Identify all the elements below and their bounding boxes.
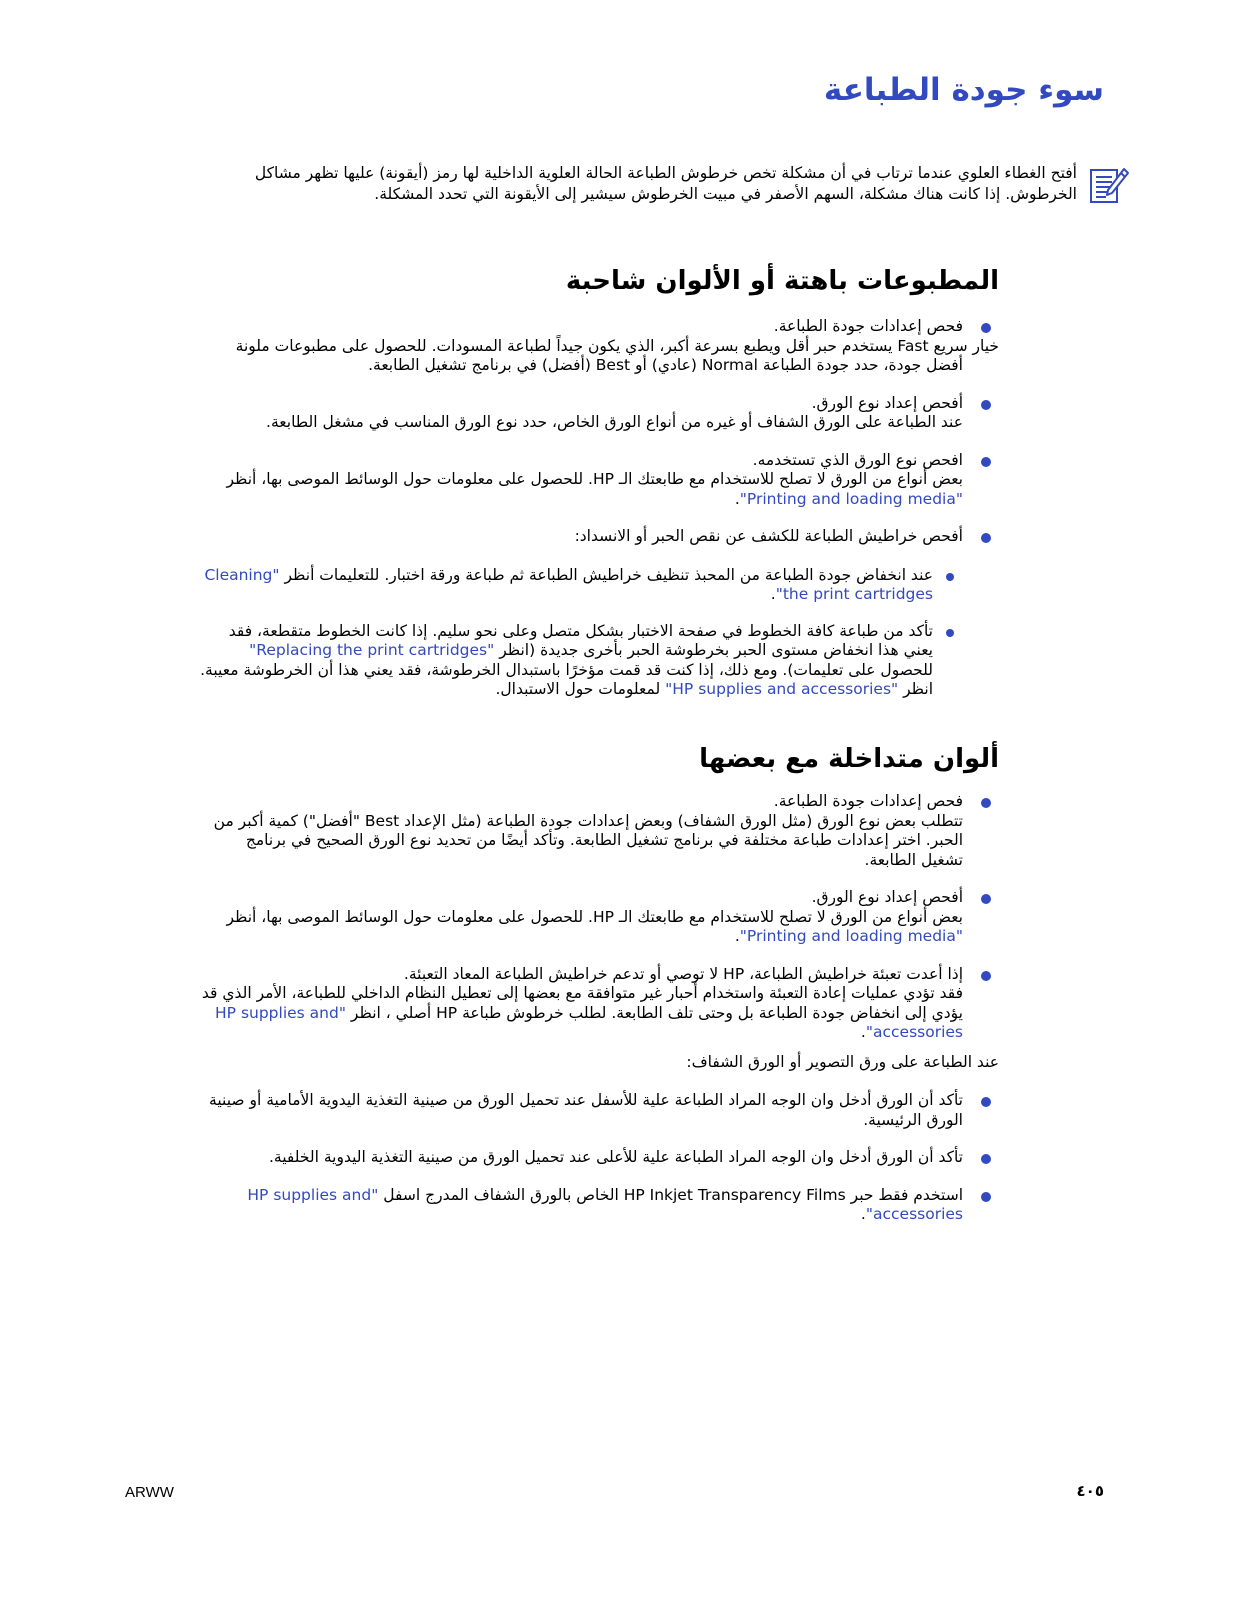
item-text bbox=[199, 470, 963, 509]
link-supplies-accessories[interactable]: "HP supplies and accessories" bbox=[247, 1185, 963, 1223]
bullet-dot-icon bbox=[946, 573, 954, 581]
link-printing-media[interactable]: "Printing and loading media" bbox=[739, 927, 963, 945]
bullet-dot-icon bbox=[981, 400, 991, 410]
bullet-dot-icon bbox=[981, 971, 991, 981]
item-text-end: . bbox=[860, 1023, 866, 1041]
note-text: أفتح الغطاء العلوي عندما ترتاب في أن مشكلة تخص خرطوش الطباعة الحالة العلوية الداخلية لها رمز (أيقونة) عليها تظهر مشاكل الخرطوش. إذا كانت هناك مشكلة، السهم الأصفر في مبيت الخرطوش سيشير إلى الأيقونة التي تحدد المشكلة. bbox=[254, 164, 1077, 203]
list-item bbox=[199, 888, 999, 947]
item-title: أفحص خراطيش الطباعة للكشف عن نقص الحبر أو الانسداد: bbox=[574, 527, 963, 545]
sub-list-item bbox=[199, 622, 963, 700]
sub-item-text-body: تأكد من طباعة كافة الخطوط في صفحة الاختبار بشكل متصل وعلى نحو سليم. إذا كانت الخطوط متقطعة، فقد يعني هذا انخفاض مستوى الحبر بخرطوشة الحبر بأخرى جديدة (انظر bbox=[228, 621, 933, 659]
item-text: تتطلب بعض نوع الورق (مثل الورق الشفاف) وبعض إعدادات جودة الطباعة (مثل الإعداد Best "أفضل") كمية أكبر من الحبر. اختر إعدادات طباعة مختلفة في برنامج تشغيل الطابعة. وتأكد أيضًا من تحديد نوع الورق الصحيح في برنامج تشغيل الطابعة. bbox=[213, 811, 963, 869]
footer-label: ARWW bbox=[125, 1484, 174, 1501]
list-item bbox=[199, 394, 999, 433]
bullet-dot-icon bbox=[981, 533, 991, 543]
list-item bbox=[199, 527, 999, 700]
item-title: فحص إعدادات جودة الطباعة. bbox=[773, 792, 963, 810]
list-item bbox=[199, 792, 999, 870]
item-text-line: خيار سريع Fast يستخدم حبر أقل ويطبع بسرعة أكبر، الذي يكون جيداً لطباعة المسودات. للحصول على مطبوعات ملونة bbox=[235, 336, 999, 355]
sub-list bbox=[199, 566, 963, 700]
item-text bbox=[199, 1186, 963, 1225]
list-item bbox=[199, 1148, 999, 1168]
link-supplies-accessories[interactable]: "HP supplies and accessories" bbox=[215, 1003, 963, 1041]
note-box bbox=[217, 163, 1077, 205]
link-cleaning-cartridges[interactable]: "Cleaning the print cartridges" bbox=[204, 565, 933, 603]
item-text-line: أفضل جودة، حدد جودة الطباعة Normal (عادي) أو Best (أفضل) في برنامج تشغيل الطابعة. bbox=[368, 356, 963, 374]
section-faded-list bbox=[199, 317, 999, 700]
item-text-body: بعض أنواع من الورق لا تصلح للاستخدام مع طابعتك الـ HP. للحصول على معلومات حول الوسائط الموصى بها، أنظر bbox=[226, 907, 963, 926]
bullet-dot-icon bbox=[981, 323, 991, 333]
section-heading-faded: المطبوعات باهتة أو الألوان شاحبة bbox=[565, 266, 999, 296]
page-number: ٤٠٥ bbox=[1076, 1482, 1104, 1500]
sub-item-text bbox=[199, 566, 933, 605]
item-text-body: استخدم فقط حبر HP Inkjet Transparency Films الخاص بالورق الشفاف المدرج اسفل bbox=[383, 1185, 963, 1204]
list-item bbox=[199, 451, 999, 510]
sub-item-text-end: لمعلومات حول الاستبدال. bbox=[495, 680, 661, 698]
link-replacing-cartridges[interactable]: "Replacing the print cartridges" bbox=[249, 641, 495, 659]
bullet-dot-icon bbox=[981, 1154, 991, 1164]
bullet-dot-icon bbox=[981, 894, 991, 904]
item-text: تأكد أن الورق أدخل وان الوجه المراد الطباعة علية للأسفل عند تحميل الورق من صينية التغذية اليدوية الأمامية أو صينية الورق الرئيسية. bbox=[209, 1091, 963, 1129]
transparency-list bbox=[199, 1091, 999, 1225]
bullet-dot-icon bbox=[981, 457, 991, 467]
item-text: تأكد أن الورق أدخل وان الوجه المراد الطباعة علية للأعلى عند تحميل الورق من صينية التغذية اليدوية الخلفية. bbox=[269, 1148, 963, 1166]
sub-item-text-end: . bbox=[770, 585, 776, 603]
item-title: أفحص إعداد نوع الورق. bbox=[811, 393, 963, 412]
item-text bbox=[199, 984, 963, 1043]
item-text bbox=[199, 908, 963, 947]
list-item bbox=[199, 965, 999, 1043]
list-item bbox=[199, 1091, 999, 1130]
item-title: فحص إعدادات جودة الطباعة. bbox=[773, 317, 963, 335]
bullet-dot-icon bbox=[981, 798, 991, 808]
item-text-body: فقد تؤدي عمليات إعادة التعبئة واستخدام أحبار غير متوافقة مع بعضها إلى تعطيل النظام الداخلي للطباعة، الأمر الذي قد يؤدي إلى انخفاض جودة الطباعة بل وحتى تلف الطابعة. لطلب خرطوش طباعة HP أصلي ، انظر bbox=[201, 984, 963, 1022]
sub-item-text bbox=[199, 622, 933, 700]
item-text-end: . bbox=[734, 927, 740, 945]
bullet-dot-icon bbox=[946, 629, 954, 637]
page-title: سوء جودة الطباعة bbox=[823, 72, 1104, 108]
item-title: أفحص إعداد نوع الورق. bbox=[811, 888, 963, 906]
link-supplies-accessories[interactable]: "HP supplies and accessories" bbox=[665, 680, 899, 698]
sub-list-item bbox=[199, 566, 963, 605]
transparency-intro: عند الطباعة على ورق التصوير أو الورق الشفاف: bbox=[686, 1053, 999, 1071]
note-pencil-icon bbox=[1088, 165, 1130, 207]
item-text-line: عند الطباعة على الورق الشفاف أو غيره من أنواع الورق الخاص، حدد نوع الورق المناسب في مشغل الطابعة. bbox=[266, 413, 963, 431]
item-title: إذا أعدت تعبئة خراطيش الطباعة، HP لا توصي أو تدعم خراطيش الطباعة المعاد التعبئة. bbox=[403, 964, 963, 983]
item-text-body: بعض أنواع من الورق لا تصلح للاستخدام مع طابعتك الـ HP. للحصول على معلومات حول الوسائط الموصى بها، أنظر bbox=[226, 470, 963, 488]
item-text-end: . bbox=[860, 1205, 866, 1223]
list-item bbox=[199, 317, 999, 376]
bullet-dot-icon bbox=[981, 1192, 991, 1202]
section-bleeding-list bbox=[199, 792, 999, 1043]
section-heading-bleeding: ألوان متداخلة مع بعضها bbox=[699, 744, 999, 774]
item-title: افحص نوع الورق الذي تستخدمه. bbox=[752, 450, 963, 469]
sub-item-text-body: للحصول على تعليمات). ومع ذلك، إذا كنت قد قمت مؤخرًا باستبدال الخرطوشة، فقد يعني هذا أن الخرطوشة معيبة. انظر bbox=[200, 660, 933, 698]
link-printing-media[interactable]: "Printing and loading media" bbox=[739, 489, 963, 508]
bullet-dot-icon bbox=[981, 1097, 991, 1107]
list-item bbox=[199, 1186, 999, 1225]
item-text-end: . bbox=[734, 489, 740, 508]
sub-item-text-body: عند انخفاض جودة الطباعة من المحبذ تنظيف خراطيش الطباعة ثم طباعة ورقة اختبار. للتعليمات أنظر bbox=[284, 565, 933, 584]
